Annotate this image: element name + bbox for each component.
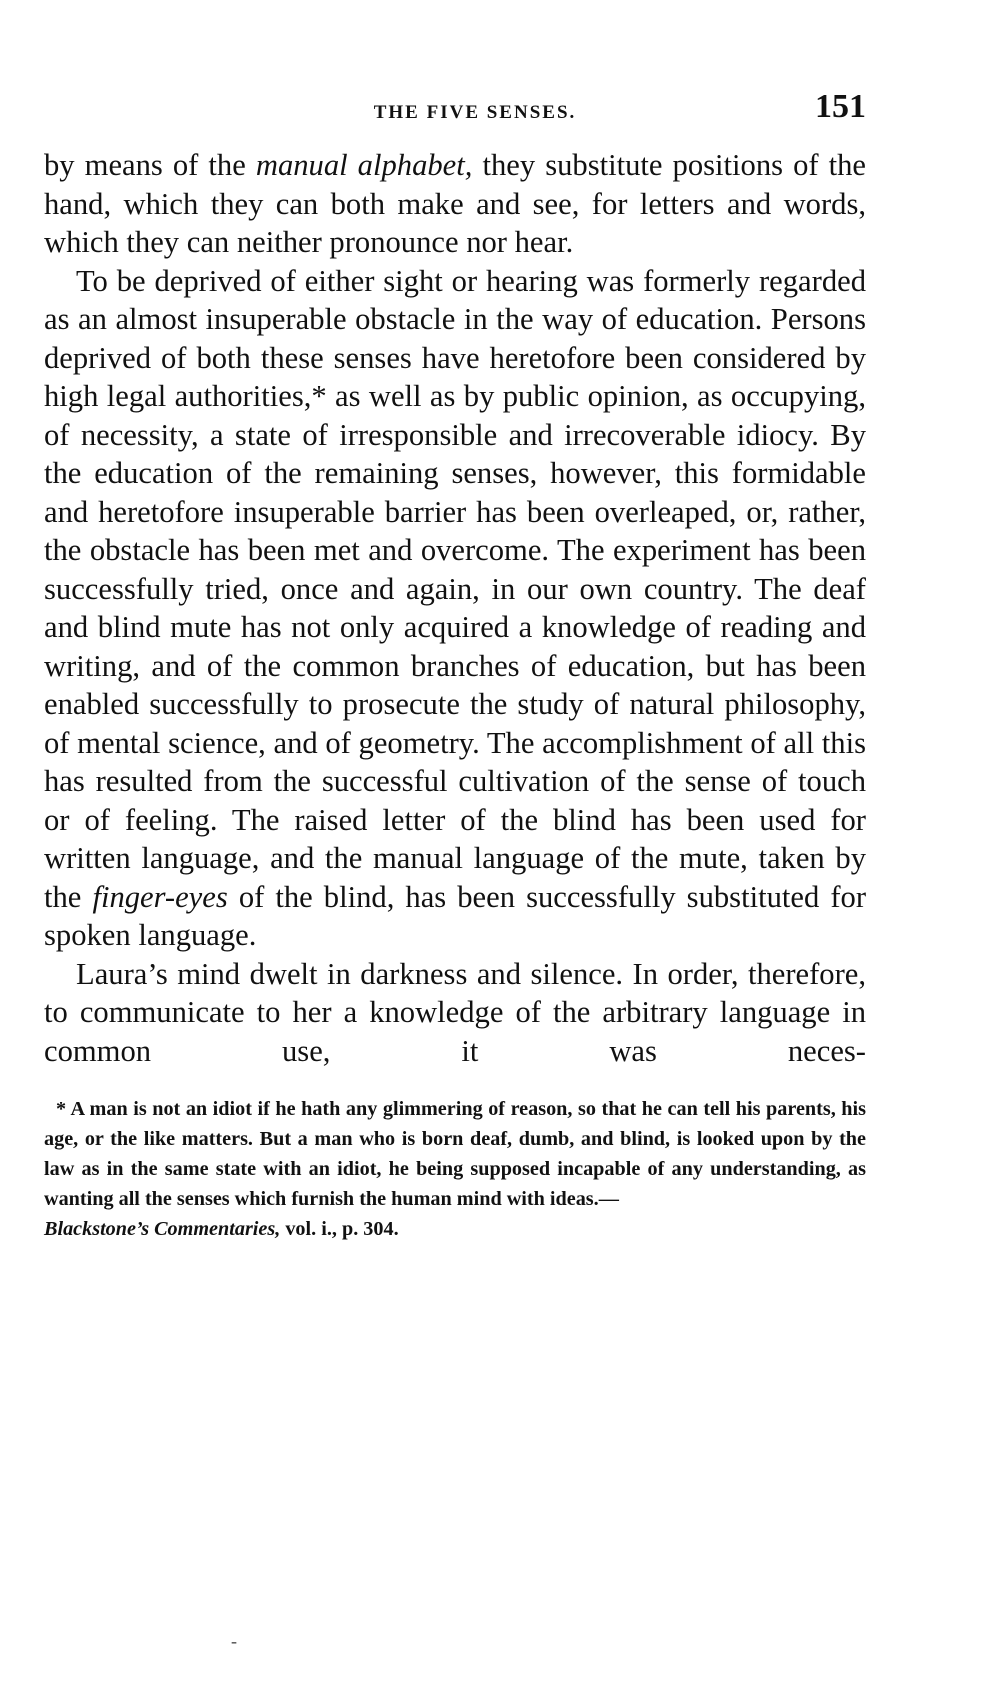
p1-italic-manual-alphabet: manual alphabet, (255, 148, 473, 182)
print-mark: - (231, 1631, 237, 1651)
p1-text-1: by means of the (44, 148, 256, 182)
footnote-body: * A man is not an idiot if he hath any glimmering of reason, so that he can tell his parents, his age, or the like matters. But a man who is born deaf, dumb, and blind, is looked upon by the law as in the same state with an idiot, he being supposed incapable of any understanding, as wanting all the senses which furnish the human mind with ideas.— (44, 1098, 866, 1210)
footnote-source-ref: vol. i., p. 304. (280, 1218, 399, 1240)
running-head (44, 88, 866, 138)
footnote-text (44, 1094, 866, 1244)
paragraph-3: Laura’s mind dwelt in darkness and silence. In order, therefore, to communicate to her a knowledge of the arbitrary language in common use, it was neces- (44, 956, 866, 1068)
paragraph-2 (44, 262, 866, 955)
running-title: THE FIVE SENSES. (373, 102, 577, 123)
book-page (44, 88, 866, 1244)
body-text (44, 146, 866, 1070)
p2-text-2: of the blind, has been successfully substituted for spoken language. (44, 879, 867, 952)
p2-italic-finger-eyes: finger-eyes (92, 879, 228, 914)
footnote (44, 1094, 866, 1244)
paragraph-1 (44, 146, 866, 262)
p1-text-2: they substitute positions of the hand, which they can both make and see, for letters and words, which they can neither pronounce nor hear. (44, 148, 866, 259)
footnote-source-title: Blackstone’s Commentaries, (44, 1218, 281, 1240)
p2-text-1: To be deprived of either sight or hearing was formerly regarded as an almost insuperable obstacle in the way of education. Persons deprived of both these senses have heretofore been considered by high legal authorities,* as well as by public opinion, as occupying, of necessity, a state of irresponsible and irrecoverable idiocy. By the education of the remaining senses, however, this formidable and heretofore insuperable barrier has been overleaped, or, rather, the obstacle has been met and overcome. The experiment has been successfully tried, once and again, in our own country. The deaf and blind mute has not only acquired a knowledge of reading and writing, and of the common branches of education, but has been enabled successfully to prosecute the study of natural philosophy, of mental science, and of geometry. The accomplishment of all this has resulted from the successful cultivation of the sense of touch or of feeling. The raised letter of the blind has been used for written language, and the manual language of the mute, taken by the (44, 263, 866, 914)
page-number: 151 (815, 88, 866, 125)
